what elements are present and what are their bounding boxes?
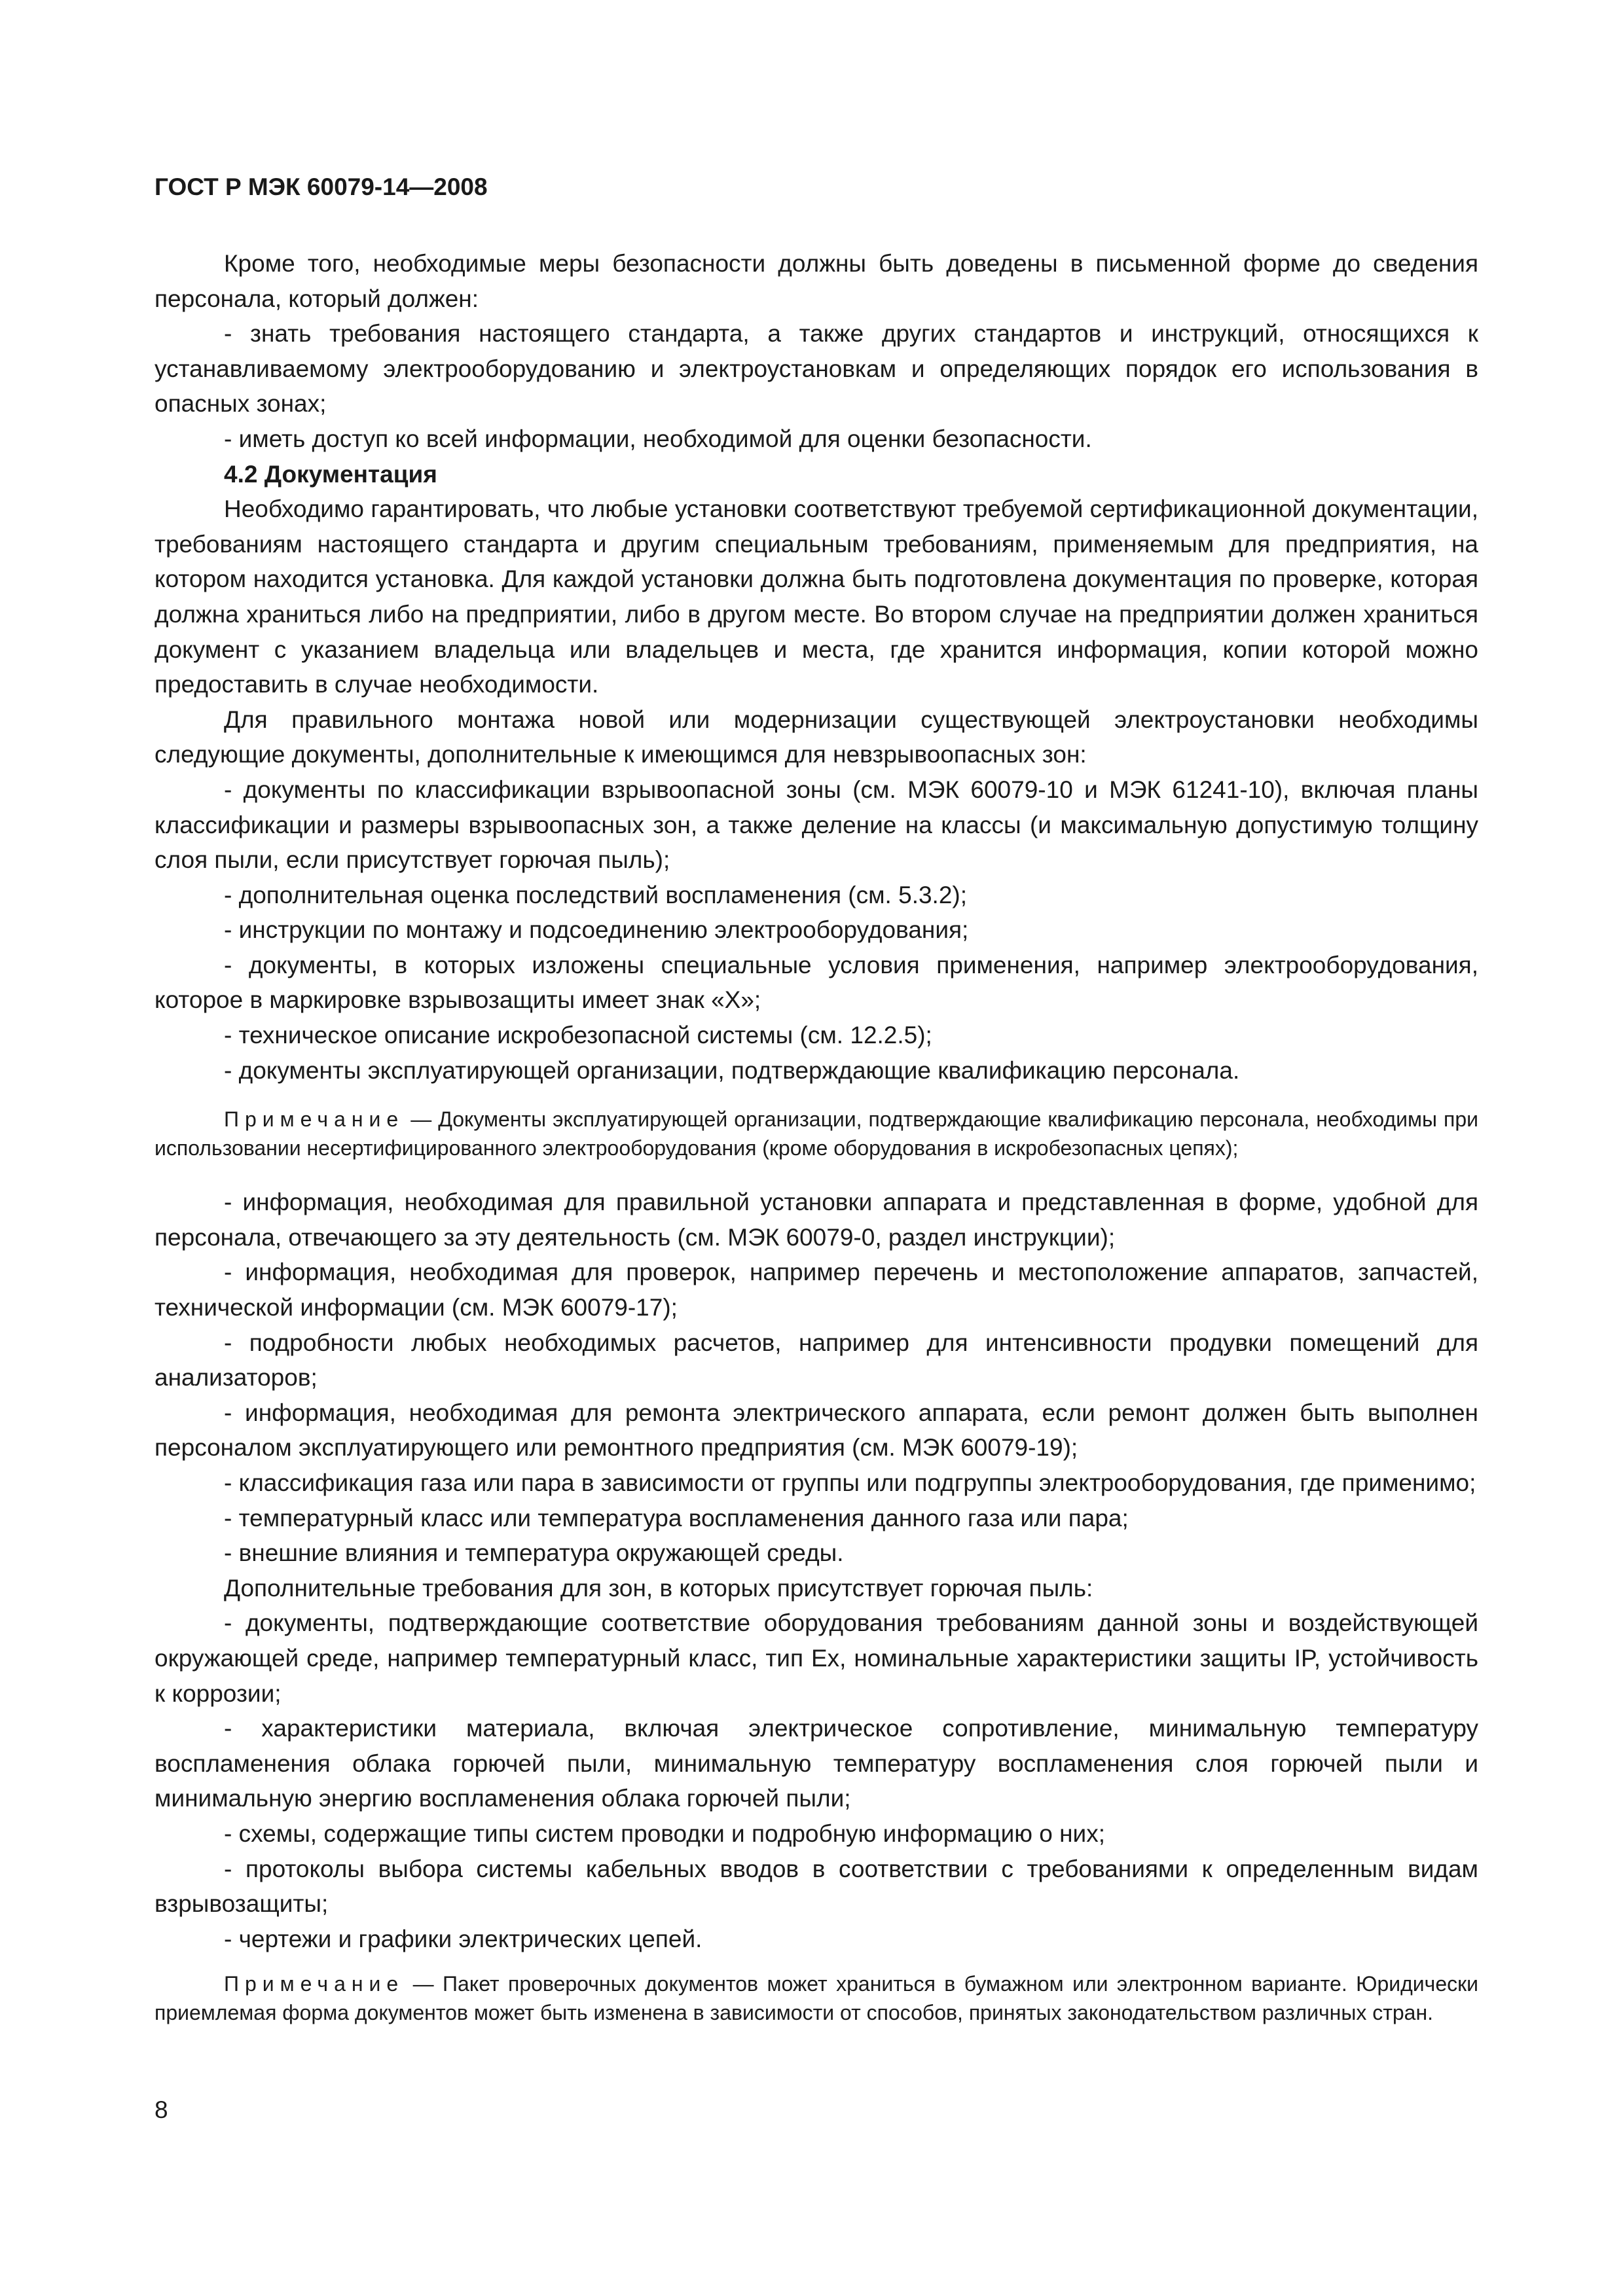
- list-item: - информация, необходимая для проверок, например перечень и местоположение аппаратов, запчастей, технической информации (см. МЭК 60079-17);: [155, 1259, 1478, 1321]
- list-item: - документы по классификации взрывоопасной зоны (см. МЭК 60079-10 и МЭК 61241-10), включая планы классификации и размеры взрывоопасных зон, а также деление на классы (и максимальную допустимую толщину слоя пыли, если присутствует горючая пыль);: [155, 776, 1478, 874]
- note-text: — Пакет проверочных документов может храниться в бумажном или электронном варианте. Юридически приемлемая форма документов может быть изменена в зависимости от способов, принятых законодательством различных стран.: [155, 1972, 1479, 2025]
- list-item: - информация, необходимая для ремонта электрического аппарата, если ремонт должен быть выполнен персоналом эксплуатирующего или ремонтного предприятия (см. МЭК 60079-19);: [155, 1399, 1478, 1462]
- note-label: Примечание: [224, 1107, 405, 1132]
- body-text: [155, 246, 1478, 2027]
- list-item: - документы, в которых изложены специальные условия применения, например электрооборудования, которое в маркировке взрывозащиты имеет знак «X»;: [155, 951, 1478, 1014]
- paragraph: Для правильного монтажа новой или модернизации существующей электроустановки необходимы следующие документы, дополнительные к имеющимся для невзрывоопасных зон:: [155, 706, 1478, 768]
- paragraph: Кроме того, необходимые меры безопасности должны быть доведены в письменной форме до сведения персонала, который должен:: [155, 250, 1478, 312]
- paragraph: Необходимо гарантировать, что любые установки соответствуют требуемой сертификационной документации, требованиям настоящего стандарта и другим специальным требованиям, применяемым для предприятия, на котором находится установка. Для каждой установки должна быть подготовлена документация по проверке, которая должна храниться либо на предприятии, либо в другом месте. Во втором случае на предприятии должен храниться документ с указанием владельца или владельцев и места, где хранится информация, копии которой можно предоставить в случае необходимости.: [155, 495, 1478, 698]
- note: [155, 1105, 1478, 1162]
- list-item: - инструкции по монтажу и подсоединению электрооборудования;: [224, 916, 969, 944]
- list-item: - внешние влияния и температура окружающей среды.: [224, 1539, 844, 1567]
- list-item: - протоколы выбора системы кабельных вводов в соответствии с требованиями к определенным видам взрывозащиты;: [155, 1855, 1478, 1918]
- list-item: - информация, необходимая для правильной установки аппарата и представленная в форме, удобной для персонала, отвечающего за эту деятельность (см. МЭК 60079-0, раздел инструкции);: [155, 1189, 1478, 1251]
- standard-header: ГОСТ Р МЭК 60079-14—2008: [155, 173, 488, 200]
- list-item: - дополнительная оценка последствий воспламенения (см. 5.3.2);: [224, 881, 968, 908]
- list-item: - документы, подтверждающие соответствие оборудования требованиям данной зоны и воздействующей окружающей среде, например температурный класс, тип Ex, номинальные характеристики защиты IP, устойчивость к коррозии;: [155, 1609, 1478, 1707]
- note-text: — Документы эксплуатирующей организации, подтверждающие квалификацию персонала, необходимы при использовании несертифицированного электрооборудования (кроме оборудования в искробезопасных цепях);: [155, 1107, 1479, 1160]
- paragraph: Дополнительные требования для зон, в которых присутствует горючая пыль:: [224, 1574, 1093, 1602]
- list-item: - документы эксплуатирующей организации, подтверждающие квалификацию персонала.: [224, 1056, 1240, 1084]
- note: [155, 1969, 1478, 2027]
- list-item: - чертежи и графики электрических цепей.: [224, 1925, 702, 1952]
- page-number: 8: [155, 2096, 168, 2123]
- list-item: - температурный класс или температура воспламенения данного газа или пара;: [224, 1504, 1129, 1532]
- list-item: - схемы, содержащие типы систем проводки и подробную информацию о них;: [224, 1820, 1106, 1847]
- note-label: Примечание: [224, 1972, 405, 1996]
- paragraph: - знать требования настоящего стандарта, а также других стандартов и инструкций, относящихся к устанавливаемому электрооборудованию и электроустановкам и определяющих порядок его использования в опасных зонах;: [155, 320, 1478, 418]
- list-item: - подробности любых необходимых расчетов, например для интенсивности продувки помещений для анализаторов;: [155, 1329, 1478, 1391]
- list-item: - классификация газа или пара в зависимости от группы или подгруппы электрооборудования, где применимо;: [224, 1469, 1476, 1496]
- paragraph: - иметь доступ ко всей информации, необходимой для оценки безопасности.: [224, 425, 1092, 452]
- section-heading: 4.2 Документация: [224, 460, 437, 488]
- list-item: - техническое описание искробезопасной системы (см. 12.2.5);: [224, 1022, 932, 1049]
- list-item: - характеристики материала, включая электрическое сопротивление, минимальную температуру воспламенения облака горючей пыли, минимальную температуру воспламенения слоя горючей пыли и минимальную энергию воспламенения облака горючей пыли;: [155, 1715, 1478, 1812]
